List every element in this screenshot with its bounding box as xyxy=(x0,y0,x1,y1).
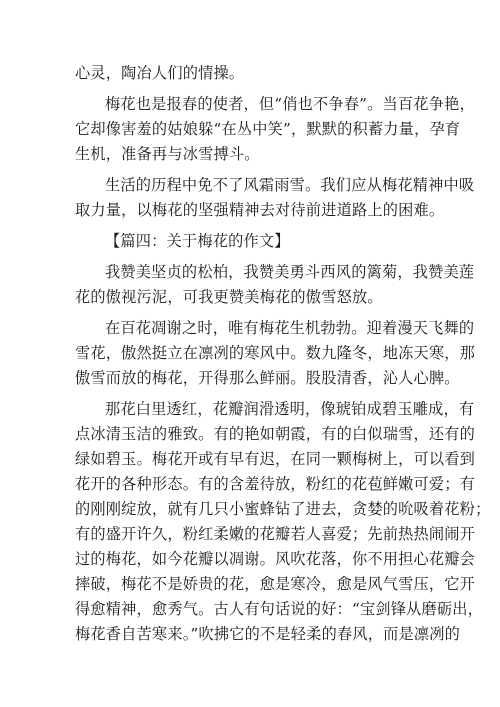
text-line: 心灵，陶冶人们的情操。 xyxy=(75,64,245,82)
text-line: 花的傲视污泥，可我更赞美梅花的傲雪怒放。 xyxy=(75,288,383,306)
text-line: 取力量，以梅花的坚强精神去对待前进道路上的困难。 xyxy=(75,201,445,219)
text-line: 它却像害羞的姑娘躲“在丛中笑”，默默的积蓄力量，孕育 xyxy=(75,120,461,138)
text-line: 生活的历程中免不了风霜雨雪。我们应从梅花精神中吸 xyxy=(105,176,475,194)
text-line: 我赞美坚贞的松柏，我赞美勇斗西风的篱菊，我赞美莲 xyxy=(105,263,475,281)
document-body xyxy=(75,61,491,653)
text-line: 花开的各种形态。有的含羞待放，粉红的花苞鲜嫩可爱；有 xyxy=(75,475,476,493)
text-line: 那花白里透红，花瓣润滑透明，像琥铂成碧玉雕成，有 xyxy=(105,400,475,418)
paragraph xyxy=(75,61,431,86)
text-line: 过的梅花，如今花瓣以凋谢。风吹花落，你不用担心花瓣会 xyxy=(75,550,476,568)
paragraph xyxy=(75,316,476,391)
text-line: 得愈精神，愈秀气。古人有句话说的好：“宝剑锋从磨砺出， xyxy=(75,600,484,618)
section-heading: 【篇四：关于梅花的作文】 xyxy=(105,232,290,250)
text-line: 的刚刚绽放，就有几只小蜜蜂钻了进去，贪婪的吮吸着花粉； xyxy=(75,500,491,518)
paragraph xyxy=(75,397,491,647)
text-line: 梅花香自苦寒来。”吹拂它的不是轻柔的春风，而是凛冽的 xyxy=(75,625,461,643)
text-line: 有的盛开许久，粉红柔嫩的花瓣若人喜爱；先前热热闹闹开 xyxy=(75,525,476,543)
paragraph xyxy=(75,260,475,310)
text-line: 点冰清玉洁的雅致。有的艳如朝霞，有的白似瑞雪，还有的 xyxy=(75,425,476,443)
text-line: 在百花凋谢之时，唯有梅花生机勃勃。迎着漫天飞舞的 xyxy=(105,319,475,337)
text-line: 绿如碧玉。梅花开或有早有迟，在同一颗梅树上，可以看到 xyxy=(75,450,476,468)
text-line: 雪花，傲然挺立在凛冽的寒风中。数九隆冬，地冻天寒，那 xyxy=(75,344,476,362)
text-line: 生机，准备再与冰雪搏斗。 xyxy=(75,145,260,163)
paragraph xyxy=(75,92,475,167)
text-line: 傲雪而放的梅花，开得那么鲜丽。股股清香，沁人心脾。 xyxy=(75,369,460,387)
paragraph xyxy=(75,173,475,223)
text-line: 梅花也是报春的使者，但“俏也不争春”。当百花争艳， xyxy=(105,95,475,113)
text-line: 摔破，梅花不是娇贵的花，愈是寒冷，愈是风气雪压，它开 xyxy=(75,575,476,593)
